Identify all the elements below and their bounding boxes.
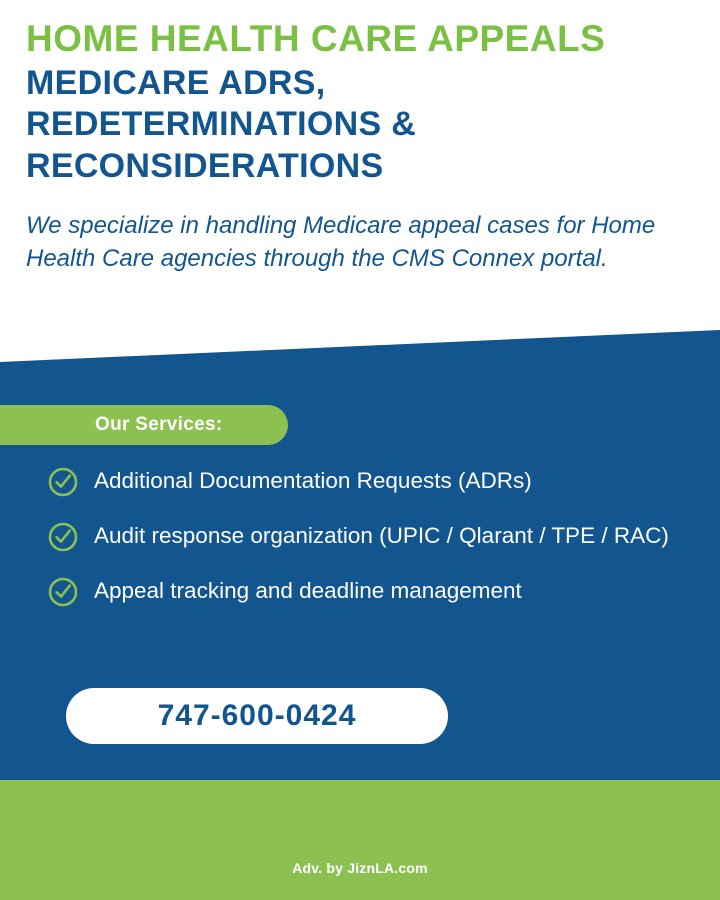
headline-blue	[26, 63, 694, 187]
check-circle-icon	[48, 522, 78, 552]
subheadline-text: We specialize in handling Medicare appeal cases for Home Health Care agencies through the CMS Connex portal.	[26, 212, 656, 273]
service-item-label: Audit response organization (UPIC / Qlarant / TPE / RAC)	[94, 523, 669, 548]
headline-blue-line-3: RECONSIDERATIONS	[26, 146, 384, 185]
headline-green: HOME HEALTH CARE APPEALS	[26, 18, 606, 59]
check-circle-icon	[48, 577, 78, 607]
services-tab	[0, 405, 288, 445]
footer-attribution: Adv. by JiznLA.com	[292, 860, 428, 876]
list-item	[48, 521, 688, 552]
services-list	[48, 466, 688, 631]
footer-band	[0, 780, 720, 900]
service-item-label: Additional Documentation Requests (ADRs)	[94, 468, 532, 493]
list-item	[48, 576, 688, 607]
headline-blue-line-2: REDETERMINATIONS &	[26, 105, 417, 144]
check-circle-icon	[48, 467, 78, 497]
headline-blue-line-1: MEDICARE ADRS,	[26, 63, 326, 102]
list-item	[48, 466, 688, 497]
phone-number-label: 747-600-0424	[157, 699, 357, 732]
phone-number-button[interactable]	[66, 688, 448, 744]
service-item-label: Appeal tracking and deadline management	[94, 578, 522, 603]
services-tab-label: Our Services:	[95, 414, 223, 435]
header-section	[0, 0, 720, 360]
